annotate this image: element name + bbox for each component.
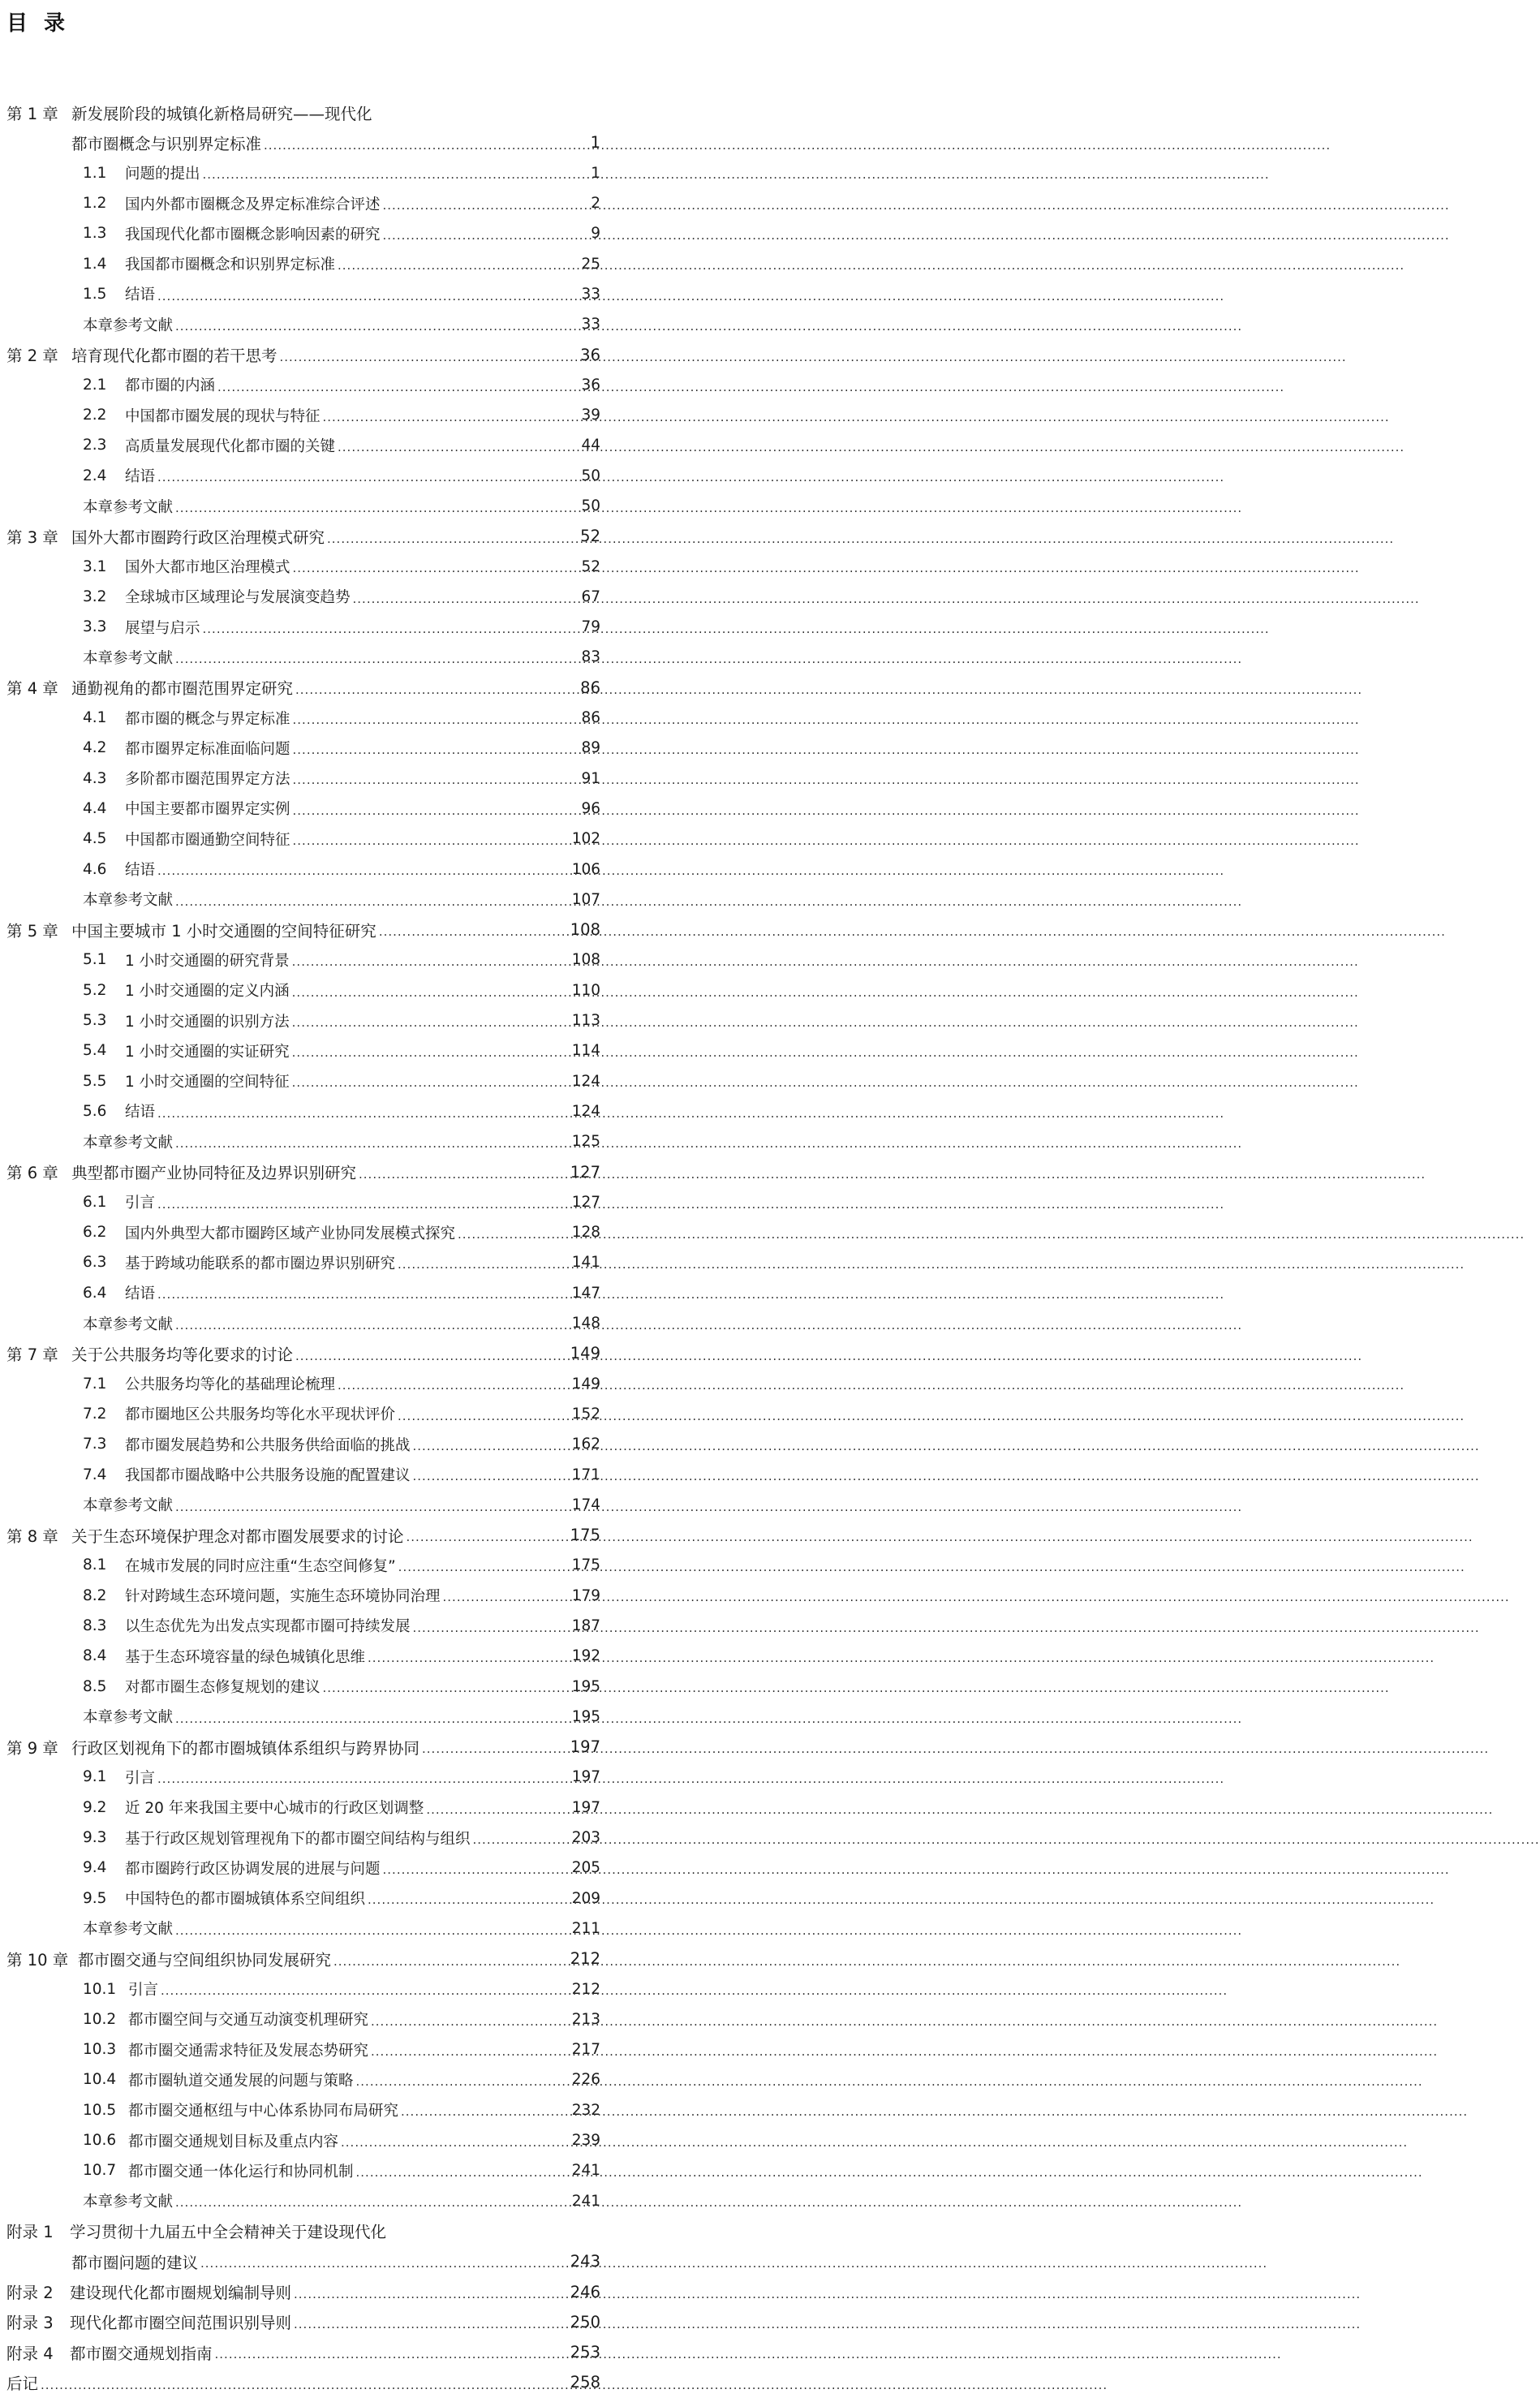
section-row[interactable]: 10.6 都市圈交通规划目标及重点内容 ..... 239: [6, 2125, 600, 2155]
references-row[interactable]: 本章参考文献 ..... 241: [6, 2185, 600, 2215]
section-row[interactable]: 5.6 结语 ..... 124: [6, 1096, 600, 1126]
table-of-contents: [6, 97, 600, 2398]
section-row[interactable]: 8.4 基于生态环境容量的绿色城镇化思维 ..... 192: [6, 1641, 600, 1671]
section-row[interactable]: 5.5 1 小时交通圈的空间特征 ..... 124: [6, 1066, 600, 1096]
section-row[interactable]: 2.4 结语 ..... 50: [6, 461, 600, 491]
section-row[interactable]: 1.2 国内外都市圈概念及界定标准综合评述 ..... 2: [6, 188, 600, 218]
page-title: 目录: [6, 11, 82, 36]
references-row[interactable]: 本章参考文献 ..... 211: [6, 1914, 600, 1944]
section-row[interactable]: 1.5 结语 ..... 33: [6, 279, 600, 309]
references-row[interactable]: 本章参考文献 ..... 83: [6, 642, 600, 672]
appendix-row[interactable]: 附录 3 现代化都市圈空间范围识别导则 ..... 250: [6, 2307, 600, 2337]
section-row[interactable]: 9.3 基于行政区规划管理视角下的都市圈空间结构与组织 ..... 203: [6, 1823, 600, 1853]
section-row[interactable]: 8.1 在城市发展的同时应注重“生态空间修复” ..... 175: [6, 1550, 600, 1580]
page-number: 1: [590, 133, 600, 153]
section-row[interactable]: 3.3 展望与启示 ..... 79: [6, 612, 600, 642]
section-row[interactable]: 9.4 都市圈跨行政区协调发展的进展与问题 ..... 205: [6, 1853, 600, 1883]
section-row[interactable]: 3.1 国外大都市地区治理模式 ..... 52: [6, 551, 600, 581]
section-row[interactable]: 6.1 引言 ..... 127: [6, 1187, 600, 1217]
section-row[interactable]: 10.3 都市圈交通需求特征及发展态势研究 ..... 217: [6, 2034, 600, 2064]
section-row[interactable]: 8.5 对都市圈生态修复规划的建议 ..... 195: [6, 1671, 600, 1701]
section-row[interactable]: 2.2 中国都市圈发展的现状与特征 ..... 39: [6, 400, 600, 430]
section-row[interactable]: 10.7 都市圈交通一体化运行和协同机制 ..... 241: [6, 2155, 600, 2185]
chapter-row[interactable]: 第 9 章 行政区划视角下的都市圈城镇体系组织与跨界协同 ..... 197: [6, 1732, 600, 1762]
section-row[interactable]: 10.1 引言 ..... 212: [6, 1974, 600, 2004]
section-row[interactable]: 4.2 都市圈界定标准面临问题 ..... 89: [6, 733, 600, 763]
section-row[interactable]: 2.1 都市圈的内涵 ..... 36: [6, 370, 600, 400]
section-row[interactable]: 10.4 都市圈轨道交通发展的问题与策略 ..... 226: [6, 2064, 600, 2094]
section-row[interactable]: 9.1 引言 ..... 197: [6, 1762, 600, 1792]
references-row[interactable]: 本章参考文献 ..... 33: [6, 309, 600, 339]
section-row[interactable]: 3.2 全球城市区域理论与发展演变趋势 ..... 67: [6, 582, 600, 612]
section-row[interactable]: 4.1 都市圈的概念与界定标准 ..... 86: [6, 703, 600, 733]
section-row[interactable]: 10.5 都市圈交通枢纽与中心体系协同布局研究 ..... 232: [6, 2095, 600, 2125]
section-row[interactable]: 4.6 结语 ..... 106: [6, 854, 600, 884]
section-row[interactable]: 6.4 结语 ..... 147: [6, 1278, 600, 1308]
chapter-row[interactable]: 第 3 章 国外大都市圈跨行政区治理模式研究 ..... 52: [6, 521, 600, 551]
section-row[interactable]: 6.3 基于跨域功能联系的都市圈边界识别研究 ..... 141: [6, 1247, 600, 1277]
section-row[interactable]: 4.5 中国都市圈通勤空间特征 ..... 102: [6, 824, 600, 854]
chapter-row[interactable]: [6, 97, 600, 127]
appendix-row[interactable]: 附录 4 都市圈交通规划指南 ..... 253: [6, 2337, 600, 2367]
chapter-row[interactable]: 第 7 章 关于公共服务均等化要求的讨论 ..... 149: [6, 1338, 600, 1368]
chapter-row[interactable]: 第 2 章 培育现代化都市圈的若干思考 ..... 36: [6, 339, 600, 369]
section-row[interactable]: 9.5 中国特色的都市圈城镇体系空间组织 ..... 209: [6, 1884, 600, 1914]
section-row[interactable]: 7.3 都市圈发展趋势和公共服务供给面临的挑战 ..... 162: [6, 1429, 600, 1459]
chapter-title: 新发展阶段的城镇化新格局研究——现代化: [71, 104, 372, 123]
afterword-row[interactable]: 后记 ..... 258: [6, 2367, 600, 2397]
chapter-row[interactable]: 第 8 章 关于生态环境保护理念对都市圈发展要求的讨论 ..... 175: [6, 1520, 600, 1550]
section-row[interactable]: 7.1 公共服务均等化的基础理论梳理 ..... 149: [6, 1368, 600, 1398]
section-row[interactable]: 1.1 问题的提出 ..... 1: [6, 158, 600, 188]
section-row[interactable]: 8.2 针对跨域生态环境问题，实施生态环境协同治理 ..... 179: [6, 1581, 600, 1611]
section-row[interactable]: 5.1 1 小时交通圈的研究背景 ..... 108: [6, 945, 600, 975]
section-row[interactable]: 4.4 中国主要都市圈界定实例 ..... 96: [6, 794, 600, 824]
references-row[interactable]: 本章参考文献 ..... 125: [6, 1126, 600, 1156]
appendix-title-continuation[interactable]: 都市圈问题的建议 ..... 243: [6, 2246, 600, 2276]
references-row[interactable]: 本章参考文献 ..... 107: [6, 885, 600, 915]
section-row[interactable]: 2.3 高质量发展现代化都市圈的关键 ..... 44: [6, 430, 600, 460]
section-row[interactable]: 1.3 我国现代化都市圈概念影响因素的研究 ..... 9: [6, 218, 600, 248]
references-row[interactable]: 本章参考文献 ..... 50: [6, 491, 600, 521]
chapter-row[interactable]: 第 4 章 通勤视角的都市圈范围界定研究 ..... 86: [6, 673, 600, 703]
appendix-row[interactable]: 附录 1 学习贯彻十九届五中全会精神关于建设现代化: [6, 2223, 387, 2242]
section-row[interactable]: 7.4 我国都市圈战略中公共服务设施的配置建议 ..... 171: [6, 1459, 600, 1489]
appendix-row[interactable]: 附录 2 建设现代化都市圈规划编制导则 ..... 246: [6, 2276, 600, 2306]
chapter-row[interactable]: 第 10 章 都市圈交通与空间组织协同发展研究 ..... 212: [6, 1944, 600, 1974]
chapter-title-continuation[interactable]: 都市圈概念与识别界定标准 ..... 1: [6, 127, 600, 157]
references-row[interactable]: 本章参考文献 ..... 174: [6, 1490, 600, 1520]
section-row[interactable]: 6.2 国内外典型大都市圈跨区域产业协同发展模式探究 ..... 128: [6, 1217, 600, 1247]
chapter-row[interactable]: 第 5 章 中国主要城市 1 小时交通圈的空间特征研究 ..... 108: [6, 915, 600, 945]
section-row[interactable]: 5.4 1 小时交通圈的实证研究 ..... 114: [6, 1035, 600, 1066]
section-row[interactable]: 7.2 都市圈地区公共服务均等化水平现状评价 ..... 152: [6, 1399, 600, 1429]
section-row[interactable]: 8.3 以生态优先为出发点实现都市圈可持续发展 ..... 187: [6, 1611, 600, 1641]
section-row[interactable]: 5.2 1 小时交通圈的定义内涵 ..... 110: [6, 975, 600, 1005]
section-row[interactable]: 9.2 近 20 年来我国主要中心城市的行政区划调整 ..... 197: [6, 1793, 600, 1823]
chapter-label: 第 1 章: [6, 104, 58, 123]
chapter-row[interactable]: 第 6 章 典型都市圈产业协同特征及边界识别研究 ..... 127: [6, 1156, 600, 1186]
section-row[interactable]: 5.3 1 小时交通圈的识别方法 ..... 113: [6, 1005, 600, 1035]
section-row[interactable]: 10.2 都市圈空间与交通互动演变机理研究 ..... 213: [6, 2004, 600, 2034]
section-row[interactable]: 4.3 多阶都市圈范围界定方法 ..... 91: [6, 764, 600, 794]
references-row[interactable]: 本章参考文献 ..... 195: [6, 1702, 600, 1732]
references-row[interactable]: 本章参考文献 ..... 148: [6, 1308, 600, 1338]
toc-page: [0, 0, 609, 2393]
section-row[interactable]: 1.4 我国都市圈概念和识别界定标准 ..... 25: [6, 248, 600, 278]
